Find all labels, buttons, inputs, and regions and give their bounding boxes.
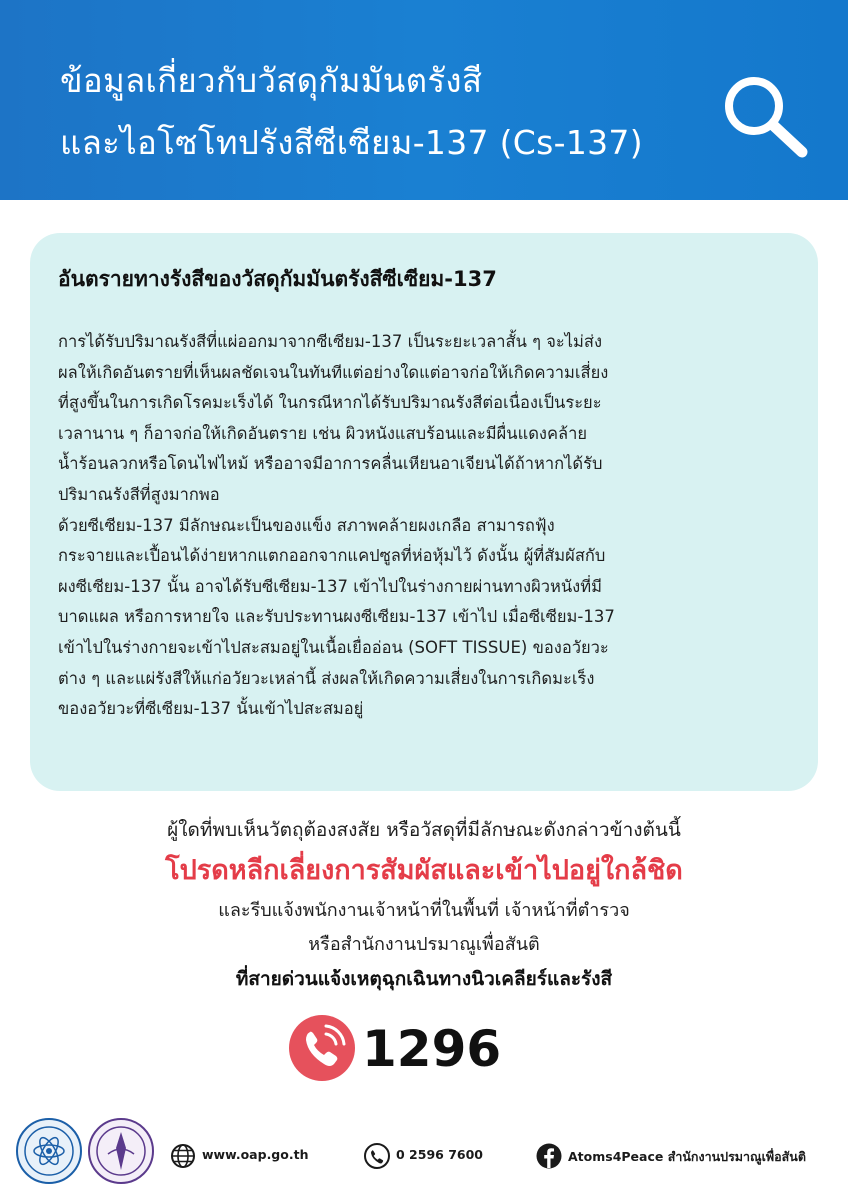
- notice-line-4: หรือสำนักงานปรมาณูเพื่อสันติ: [308, 934, 540, 955]
- notice-line-5: ที่สายด่วนแจ้งเหตุฉุกเฉินทางนิวเคลียร์และรังสี: [235, 968, 613, 990]
- phone-call-icon: [288, 1014, 356, 1082]
- facebook-icon: [536, 1143, 562, 1169]
- body-line: เข้าไปในร่างกายจะเข้าไปสะสมอยู่ในเนื้อเยื่ออ่อน (SOFT TISSUE) ของอวัยวะ: [58, 637, 609, 657]
- body-line: ผงซีเซียม-137 นั้น อาจได้รับซีเซียม-137 เข้าไปในร่างกายผ่านทางผิวหนังที่มี: [58, 576, 602, 596]
- website-text: www.oap.go.th: [202, 1147, 309, 1162]
- body-line: เวลานาน ๆ ก็อาจก่อให้เกิดอันตราย เช่น ผิวหนังแสบร้อนและมีผื่นแดงคล้าย: [58, 423, 588, 443]
- notice-block: [0, 812, 848, 996]
- globe-icon: [170, 1143, 196, 1169]
- body-line: น้ำร้อนลวกหรือโดนไฟไหม้ หรืออาจมีอาการคลื่นเหียนอาเจียนได้ถ้าหากได้รับ: [58, 454, 603, 474]
- ministry-seal-logo: [88, 1118, 154, 1184]
- notice-line-3: และรีบแจ้งพนักงานเจ้าหน้าที่ในพื้นที่ เจ้าหน้าที่ตำรวจ: [218, 900, 630, 921]
- card-heading: อันตรายทางรังสีของวัสดุกัมมันตรังสีซีเซียม-137: [58, 267, 497, 291]
- search-icon: [718, 72, 810, 158]
- page-title: [60, 50, 643, 174]
- phone-text: 0 2596 7600: [396, 1147, 483, 1162]
- body-line: ของอวัยวะที่ซีเซียม-137 นั้นเข้าไปสะสมอยู่: [58, 699, 364, 719]
- facebook-text: Atoms4Peace สำนักงานปรมาณูเพื่อสันติ: [568, 1149, 806, 1164]
- phone-icon: [364, 1143, 390, 1169]
- header-banner: [0, 0, 848, 200]
- notice-line-1: ผู้ใดที่พบเห็นวัตถุต้องสงสัย หรือวัสดุที่มีลักษณะดังกล่าวข้างต้นนี้: [167, 819, 681, 841]
- title-line-2: และไอโซโทปรังสีซีเซียม-137 (Cs-137): [60, 123, 643, 162]
- body-line: กระจายและเปื้อนได้ง่ายหากแตกออกจากแคปซูลที่ห่อหุ้มไว้ ดังนั้น ผู้ที่สัมผัสกับ: [58, 546, 606, 566]
- body-line: บาดแผล หรือการหายใจ และรับประทานผงซีเซียม-137 เข้าไป เมื่อซีเซียม-137: [58, 607, 615, 627]
- title-line-1: ข้อมูลเกี่ยวกับวัสดุกัมมันตรังสี: [60, 61, 483, 100]
- body-line: ต่าง ๆ และแผ่รังสีให้แก่อวัยวะเหล่านี้ ส่งผลให้เกิดความเสี่ยงในการเกิดมะเร็ง: [58, 668, 595, 688]
- footer: [0, 1110, 848, 1200]
- hotline-number: 1296: [362, 1020, 502, 1078]
- body-line: ด้วยซีเซียม-137 มีลักษณะเป็นของแข็ง สภาพคล้ายผงเกลือ สามารถฟุ้ง: [58, 515, 555, 535]
- body-line: ที่สูงขึ้นในการเกิดโรคมะเร็งได้ ในกรณีหากได้รับปริมาณรังสีต่อเนื่องเป็นระยะ: [58, 393, 602, 413]
- body-line: การได้รับปริมาณรังสีที่แผ่ออกมาจากซีเซียม-137 เป็นระยะเวลาสั้น ๆ จะไม่ส่ง: [58, 332, 603, 351]
- card-body: [58, 327, 798, 725]
- warning-text: โปรดหลีกเลี่ยงการสัมผัสและเข้าไปอยู่ใกล้ชิด: [165, 855, 683, 886]
- body-line: ปริมาณรังสีที่สูงมากพอ: [58, 484, 220, 504]
- info-card: [30, 233, 818, 791]
- oap-seal-logo: [16, 1118, 82, 1184]
- body-line: ผลให้เกิดอันตรายที่เห็นผลชัดเจนในทันทีแต่อย่างใดแต่อาจก่อให้เกิดความเสี่ยง: [58, 362, 609, 382]
